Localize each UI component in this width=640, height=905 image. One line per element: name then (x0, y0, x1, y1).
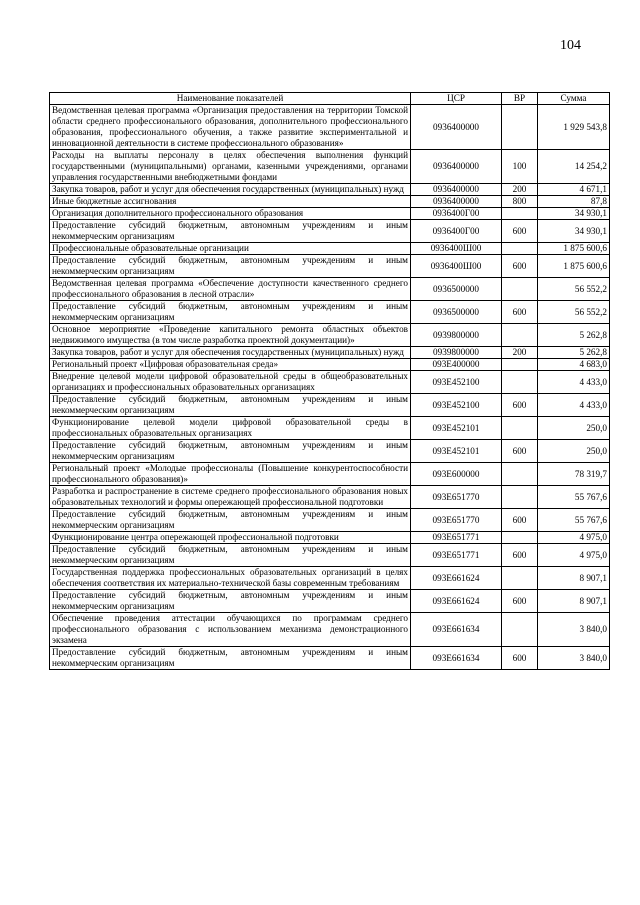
table-row (50, 301, 610, 324)
row-csr-cell: 093Е661624 (411, 590, 502, 613)
row-sum-cell: 250,0 (538, 417, 610, 440)
row-name-cell: Предоставление субсидий бюджетным, автономным учреждениям и иным некоммерческим организациям (50, 509, 411, 532)
row-vr-cell: 100 (502, 150, 538, 184)
row-name-cell: Закупка товаров, работ и услуг для обеспечения государственных (муниципальных) нужд (50, 347, 411, 359)
row-sum-cell: 55 767,6 (538, 509, 610, 532)
row-name-cell: Региональный проект «Цифровая образовательная среда» (50, 359, 411, 371)
row-vr-cell: 600 (502, 647, 538, 670)
row-name-cell: Расходы на выплаты персоналу в целях обеспечения выполнения функций государственными (муниципальными) органами, казенными учреждениями, органами управления государственными внебюджетными фондами (50, 150, 411, 184)
row-name-cell: Ведомственная целевая программа «Обеспечение доступности качественного среднего профессионального образования в лесной отрасли» (50, 278, 411, 301)
table-row (50, 324, 610, 347)
row-csr-cell: 093Е661634 (411, 613, 502, 647)
table-row (50, 509, 610, 532)
row-vr-cell (502, 463, 538, 486)
row-csr-cell: 093Е452101 (411, 417, 502, 440)
row-vr-cell (502, 567, 538, 590)
table-row (50, 544, 610, 567)
row-csr-cell: 093Е651770 (411, 509, 502, 532)
row-csr-cell: 0936400000 (411, 196, 502, 208)
row-name-cell: Профессиональные образовательные организации (50, 243, 411, 255)
row-sum-cell: 4 975,0 (538, 532, 610, 544)
row-csr-cell: 0939800000 (411, 324, 502, 347)
row-name-cell: Предоставление субсидий бюджетным, автономным учреждениям и иным некоммерческим организациям (50, 255, 411, 278)
row-csr-cell: 093Е651770 (411, 486, 502, 509)
header-csr: ЦСР (411, 93, 502, 105)
row-sum-cell: 8 907,1 (538, 567, 610, 590)
row-csr-cell: 0936400Ш00 (411, 243, 502, 255)
table-row (50, 613, 610, 647)
row-csr-cell: 093Е452100 (411, 371, 502, 394)
row-name-cell: Предоставление субсидий бюджетным, автономным учреждениям и иным некоммерческим организациям (50, 647, 411, 670)
row-sum-cell: 87,8 (538, 196, 610, 208)
row-csr-cell: 093Е400000 (411, 359, 502, 371)
row-sum-cell: 3 840,0 (538, 647, 610, 670)
row-name-cell: Региональный проект «Молодые профессионалы (Повышение конкурентоспособности профессионального образования)» (50, 463, 411, 486)
table-row (50, 590, 610, 613)
row-csr-cell: 093Е452100 (411, 394, 502, 417)
table-row (50, 567, 610, 590)
row-name-cell: Организация дополнительного профессионального образования (50, 208, 411, 220)
header-vr: ВР (502, 93, 538, 105)
row-vr-cell (502, 532, 538, 544)
row-vr-cell (502, 278, 538, 301)
page-number: 104 (560, 38, 581, 53)
row-csr-cell: 0939800000 (411, 347, 502, 359)
table-row (50, 486, 610, 509)
row-csr-cell: 093Е452101 (411, 440, 502, 463)
row-name-cell: Предоставление субсидий бюджетным, автономным учреждениям и иным некоммерческим организациям (50, 440, 411, 463)
row-vr-cell (502, 417, 538, 440)
table-row (50, 196, 610, 208)
row-vr-cell: 600 (502, 394, 538, 417)
row-csr-cell: 0936500000 (411, 278, 502, 301)
table-row (50, 417, 610, 440)
row-name-cell: Функционирование центра опережающей профессиональной подготовки (50, 532, 411, 544)
table-row (50, 394, 610, 417)
row-name-cell: Разработка и распространение в системе среднего профессионального образования новых образовательных технологий и формы опережающей профессиональной подготовки (50, 486, 411, 509)
table-row (50, 105, 610, 150)
row-sum-cell: 8 907,1 (538, 590, 610, 613)
table-row (50, 184, 610, 196)
row-sum-cell: 4 683,0 (538, 359, 610, 371)
row-name-cell: Предоставление субсидий бюджетным, автономным учреждениям и иным некоммерческим организациям (50, 544, 411, 567)
row-sum-cell: 14 254,2 (538, 150, 610, 184)
row-vr-cell: 600 (502, 590, 538, 613)
row-name-cell: Предоставление субсидий бюджетным, автономным учреждениям и иным некоммерческим организациям (50, 394, 411, 417)
row-sum-cell: 3 840,0 (538, 613, 610, 647)
table-row (50, 208, 610, 220)
row-vr-cell (502, 105, 538, 150)
table-row (50, 255, 610, 278)
row-name-cell: Предоставление субсидий бюджетным, автономным учреждениям и иным некоммерческим организациям (50, 301, 411, 324)
row-sum-cell: 55 767,6 (538, 486, 610, 509)
row-name-cell: Закупка товаров, работ и услуг для обеспечения государственных (муниципальных) нужд (50, 184, 411, 196)
row-csr-cell: 0936400000 (411, 184, 502, 196)
row-csr-cell: 0936400Г00 (411, 208, 502, 220)
table-row (50, 647, 610, 670)
row-name-cell: Внедрение целевой модели цифровой образовательной среды в общеобразовательных организациях и профессиональных образовательных организациях (50, 371, 411, 394)
row-vr-cell: 600 (502, 301, 538, 324)
row-sum-cell: 5 262,8 (538, 347, 610, 359)
row-sum-cell: 56 552,2 (538, 278, 610, 301)
table-row (50, 243, 610, 255)
row-sum-cell: 1 875 600,6 (538, 243, 610, 255)
row-vr-cell (502, 613, 538, 647)
table-row (50, 278, 610, 301)
row-name-cell: Иные бюджетные ассигнования (50, 196, 411, 208)
table-row (50, 347, 610, 359)
row-sum-cell: 4 671,1 (538, 184, 610, 196)
table-row (50, 463, 610, 486)
row-sum-cell: 4 975,0 (538, 544, 610, 567)
row-vr-cell (502, 486, 538, 509)
row-csr-cell: 093Е661624 (411, 567, 502, 590)
table-row (50, 371, 610, 394)
row-sum-cell: 4 433,0 (538, 371, 610, 394)
row-vr-cell: 200 (502, 184, 538, 196)
row-sum-cell: 78 319,7 (538, 463, 610, 486)
row-vr-cell: 600 (502, 220, 538, 243)
row-sum-cell: 4 433,0 (538, 394, 610, 417)
row-vr-cell: 600 (502, 509, 538, 532)
row-name-cell: Основное мероприятие «Проведение капитального ремонта областных объектов недвижимого имущества (в том числе разработка проектной документации)» (50, 324, 411, 347)
row-name-cell: Функционирование целевой модели цифровой образовательной среды в профессиональных образовательных организациях (50, 417, 411, 440)
row-name-cell: Ведомственная целевая программа «Организация предоставления на территории Томской области среднего профессионального образования, дополнительного профессионального образования, профессионального обучения, а также развитие экспериментальной и инновационной деятельности в системе профессионального образования» (50, 105, 411, 150)
row-csr-cell: 093Е651771 (411, 532, 502, 544)
table-row (50, 359, 610, 371)
row-name-cell: Предоставление субсидий бюджетным, автономным учреждениям и иным некоммерческим организациям (50, 220, 411, 243)
row-csr-cell: 0936400000 (411, 150, 502, 184)
row-vr-cell: 600 (502, 544, 538, 567)
row-name-cell: Предоставление субсидий бюджетным, автономным учреждениям и иным некоммерческим организациям (50, 590, 411, 613)
row-sum-cell: 34 930,1 (538, 220, 610, 243)
row-name-cell: Обеспечение проведения аттестации обучающихся по программам среднего профессионального образования с использованием механизма демонстрационного экзамена (50, 613, 411, 647)
table-header-row (50, 93, 610, 105)
row-vr-cell (502, 371, 538, 394)
header-sum: Сумма (538, 93, 610, 105)
row-csr-cell: 0936400Г00 (411, 220, 502, 243)
row-vr-cell: 600 (502, 440, 538, 463)
row-vr-cell: 800 (502, 196, 538, 208)
row-csr-cell: 0936400Ш00 (411, 255, 502, 278)
row-sum-cell: 34 930,1 (538, 208, 610, 220)
table-body (50, 105, 610, 670)
table-row (50, 150, 610, 184)
row-sum-cell: 250,0 (538, 440, 610, 463)
row-sum-cell: 56 552,2 (538, 301, 610, 324)
row-name-cell: Государственная поддержка профессиональных образовательных организаций в целях обеспечения соответствия их материально-технической базы современным требованиям (50, 567, 411, 590)
budget-table (49, 92, 610, 670)
row-csr-cell: 093Е661634 (411, 647, 502, 670)
table-row (50, 440, 610, 463)
row-vr-cell (502, 208, 538, 220)
table-row (50, 220, 610, 243)
row-sum-cell: 1 929 543,8 (538, 105, 610, 150)
row-vr-cell (502, 324, 538, 347)
row-vr-cell (502, 359, 538, 371)
row-csr-cell: 0936500000 (411, 301, 502, 324)
row-vr-cell: 600 (502, 255, 538, 278)
header-name: Наименование показателей (50, 93, 411, 105)
row-csr-cell: 093Е600000 (411, 463, 502, 486)
row-vr-cell: 200 (502, 347, 538, 359)
row-sum-cell: 5 262,8 (538, 324, 610, 347)
row-csr-cell: 093Е651771 (411, 544, 502, 567)
row-sum-cell: 1 875 600,6 (538, 255, 610, 278)
row-csr-cell: 0936400000 (411, 105, 502, 150)
table-row (50, 532, 610, 544)
row-vr-cell (502, 243, 538, 255)
